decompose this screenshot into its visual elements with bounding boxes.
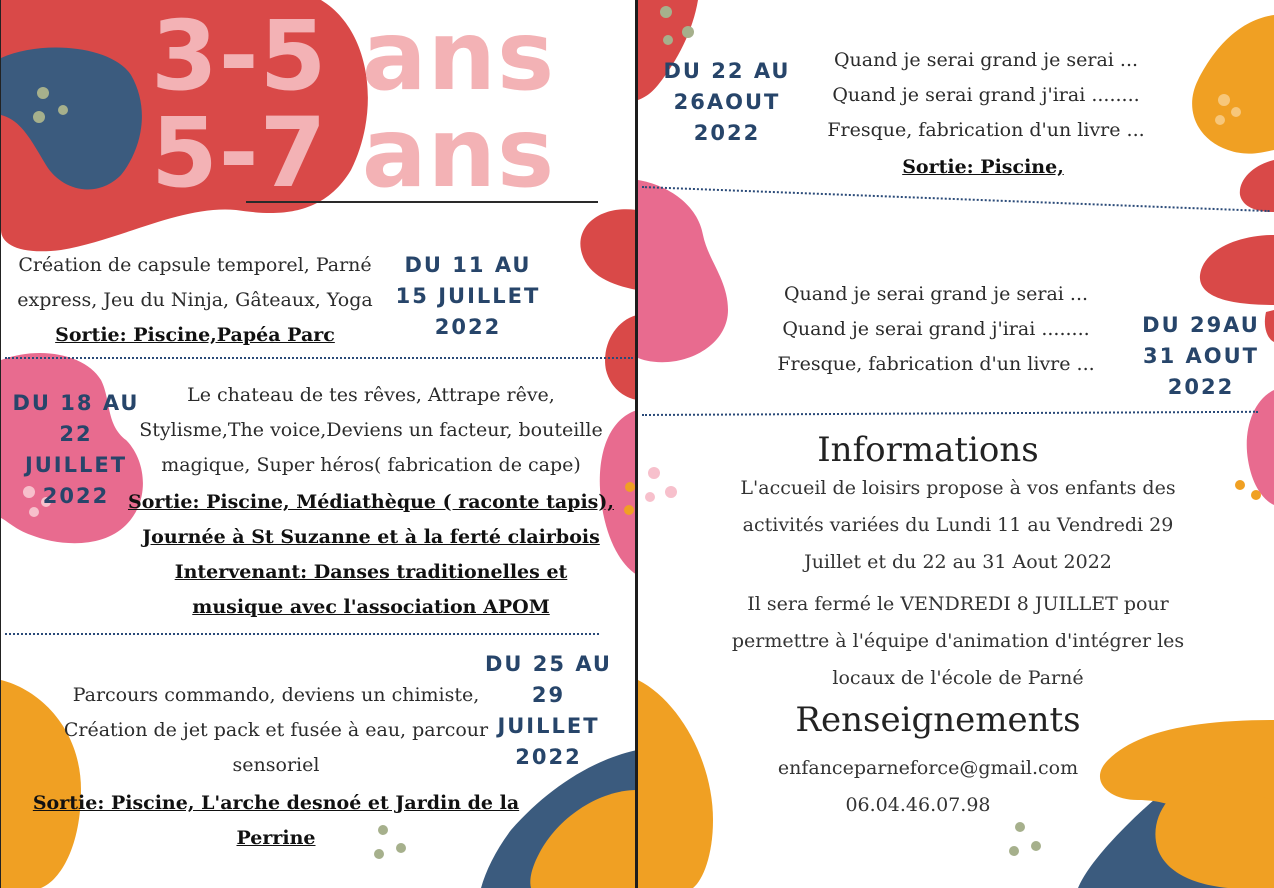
week1-date: DU 11 AU 15 JUILLET 2022 [395,253,541,339]
right-page [638,0,1274,888]
contact-phone[interactable]: 06.04.46.07.98 [845,794,991,816]
orange-leaf-shape [638,680,713,888]
section-divider [5,633,599,635]
week2-outing: Sortie: Piscine, Médiathèque ( raconte tapis), Journée à St Suzanne et à la ferté clairbois Intervenant: Danses traditionelles et musique avec l'association APOM [127,491,614,618]
week2-activities: Le chateau de tes rêves, Attrape rêve, Stylisme,The voice,Deviens un facteur, bouteille magique, Super héros( fabrication de cape) [139,384,603,476]
week1-activities: Création de capsule temporel, Parné express, Jeu du Ninja, Gâteaux, Yoga [17,254,373,311]
week3-activities: Parcours commando, deviens un chimiste, Création de jet pack et fusée à eau, parcour sensoriel [63,684,489,776]
orange-leaf-shape [1192,15,1274,154]
week4-date: DU 22 AU 26AOUT 2022 [663,59,791,145]
section-divider [5,357,633,359]
red-leaf-shape [1240,160,1274,212]
age-range-heading: 3-5 ans [151,0,556,112]
pink-blob-shape [1247,390,1274,505]
week4-outing: Sortie: Piscine, [902,156,1064,178]
informations-title: Informations [817,430,1039,470]
red-leaf-shape [580,209,637,290]
pink-blob-shape [638,180,728,362]
red-blob-shape [1200,235,1274,305]
week4-activities: Quand je serai grand je serai ... Quand je serai grand j'irai ........ Fresque, fabrication d'un livre ... [827,49,1145,141]
week5-date: DU 29AU 31 AOUT 2022 [1142,313,1260,399]
contact-email[interactable]: enfanceparneforce@gmail.com [777,757,1079,779]
informations-text: L'accueil de loisirs propose à vos enfants des activités variées du Lundi 11 au Vendredi 29 Juillet et du 22 au 31 Aout 2022 [740,477,1176,573]
week3-date: DU 25 AU 29 JUILLET 2022 [485,652,612,769]
closure-notice: Il sera fermé le VENDREDI 8 JUILLET pour permettre à l'équipe d'animation d'intégrer les locaux de l'école de Parné [731,593,1185,689]
week1-outing: Sortie: Piscine,Papéa Parc [55,324,335,346]
header-underline [246,201,598,203]
contact-title: Renseignements [795,700,1081,740]
week5-activities: Quand je serai grand je serai ... Quand je serai grand j'irai ........ Fresque, fabrication d'un livre ... [777,283,1095,375]
age-range-heading: 5-7 ans [151,97,556,209]
week2-date: DU 18 AU 22 JUILLET 2022 [12,391,140,508]
week3-outing: Sortie: Piscine, L'arche desnoé et Jardin de la Perrine [32,792,520,849]
